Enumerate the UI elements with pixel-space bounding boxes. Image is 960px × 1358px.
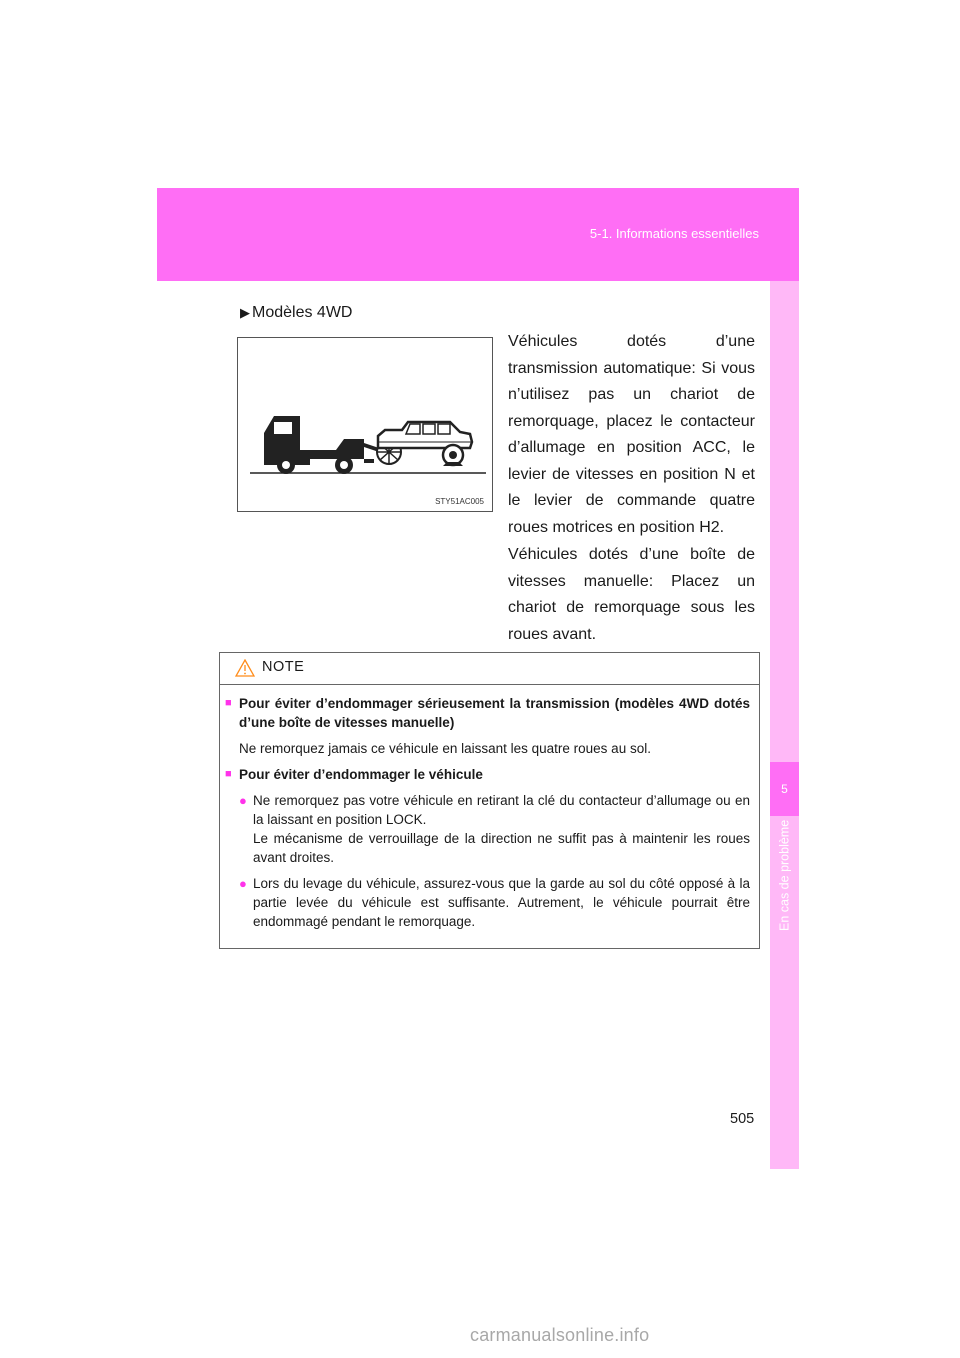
- note-box: [219, 652, 760, 949]
- page-number: 505: [730, 1111, 755, 1127]
- triangle-right-icon: ▶: [240, 305, 250, 320]
- note-item: [225, 765, 750, 784]
- figure-code: STY51AC005: [435, 497, 484, 506]
- note-subitem-text: [253, 791, 750, 867]
- square-bullet-icon: ■: [225, 768, 232, 780]
- circle-bullet-icon: ●: [239, 876, 247, 891]
- circle-bullet-icon: ●: [239, 793, 247, 808]
- section-heading-text: Modèles 4WD: [252, 304, 353, 321]
- note-subitem-text: Lors du levage du véhicule, assurez-vous que la garde au sol du côté opposé à la partie levée du véhicule est suffisante. Autrement, le véhicule pourrait être endommagé pendant le remorquage.: [253, 876, 750, 929]
- chapter-side-tab: [770, 281, 799, 1169]
- paragraph-automatic: Véhicules dotés d’une transmission automatique: Si vous n’utilisez pas un chariot de remorquage, placez le contacteur d’allumage en position ACC, le levier de vitesses en position N et le levier de commande quatre roues motrices en position H2.: [508, 333, 755, 536]
- square-bullet-icon: ■: [225, 697, 232, 709]
- note-item-heading: Pour éviter d’endommager sérieusement la transmission (modèles 4WD dotés d’une boîte de vitesses manuelle): [239, 696, 750, 730]
- chapter-number-tab[interactable]: 5: [770, 762, 799, 816]
- watermark-text[interactable]: carmanualsonline.info: [470, 1325, 650, 1345]
- tow-truck-illustration: [238, 338, 492, 511]
- note-subitem: [225, 791, 750, 867]
- chapter-header-band: [157, 188, 799, 281]
- section-header-title: 5-1. Informations essentielles: [589, 226, 759, 241]
- note-subitem: [225, 874, 750, 931]
- chapter-title-tab: En cas de problème: [777, 820, 792, 932]
- note-subitem-line: Le mécanisme de verrouillage de la direction ne suffit pas à maintenir les roues avant droites.: [253, 831, 750, 865]
- section-heading: [240, 304, 352, 322]
- note-item-text: Ne remorquez jamais ce véhicule en laissant les quatre roues au sol.: [239, 741, 651, 756]
- note-body: [220, 694, 759, 938]
- paragraph-manual: Véhicules dotés d’une boîte de vitesses manuelle: Placez un chariot de remorquage sous les roues avant.: [508, 546, 755, 643]
- note-item: [225, 694, 750, 732]
- note-subitem-line: Ne remorquez pas votre véhicule en retirant la clé du contacteur d’allumage ou en la laissant en position LOCK.: [253, 793, 750, 827]
- note-title: NOTE: [262, 659, 305, 675]
- note-header: [220, 653, 759, 685]
- towing-illustration: [237, 337, 493, 512]
- warning-triangle-icon: [235, 659, 255, 677]
- note-item-heading: Pour éviter d’endommager le véhicule: [239, 767, 483, 782]
